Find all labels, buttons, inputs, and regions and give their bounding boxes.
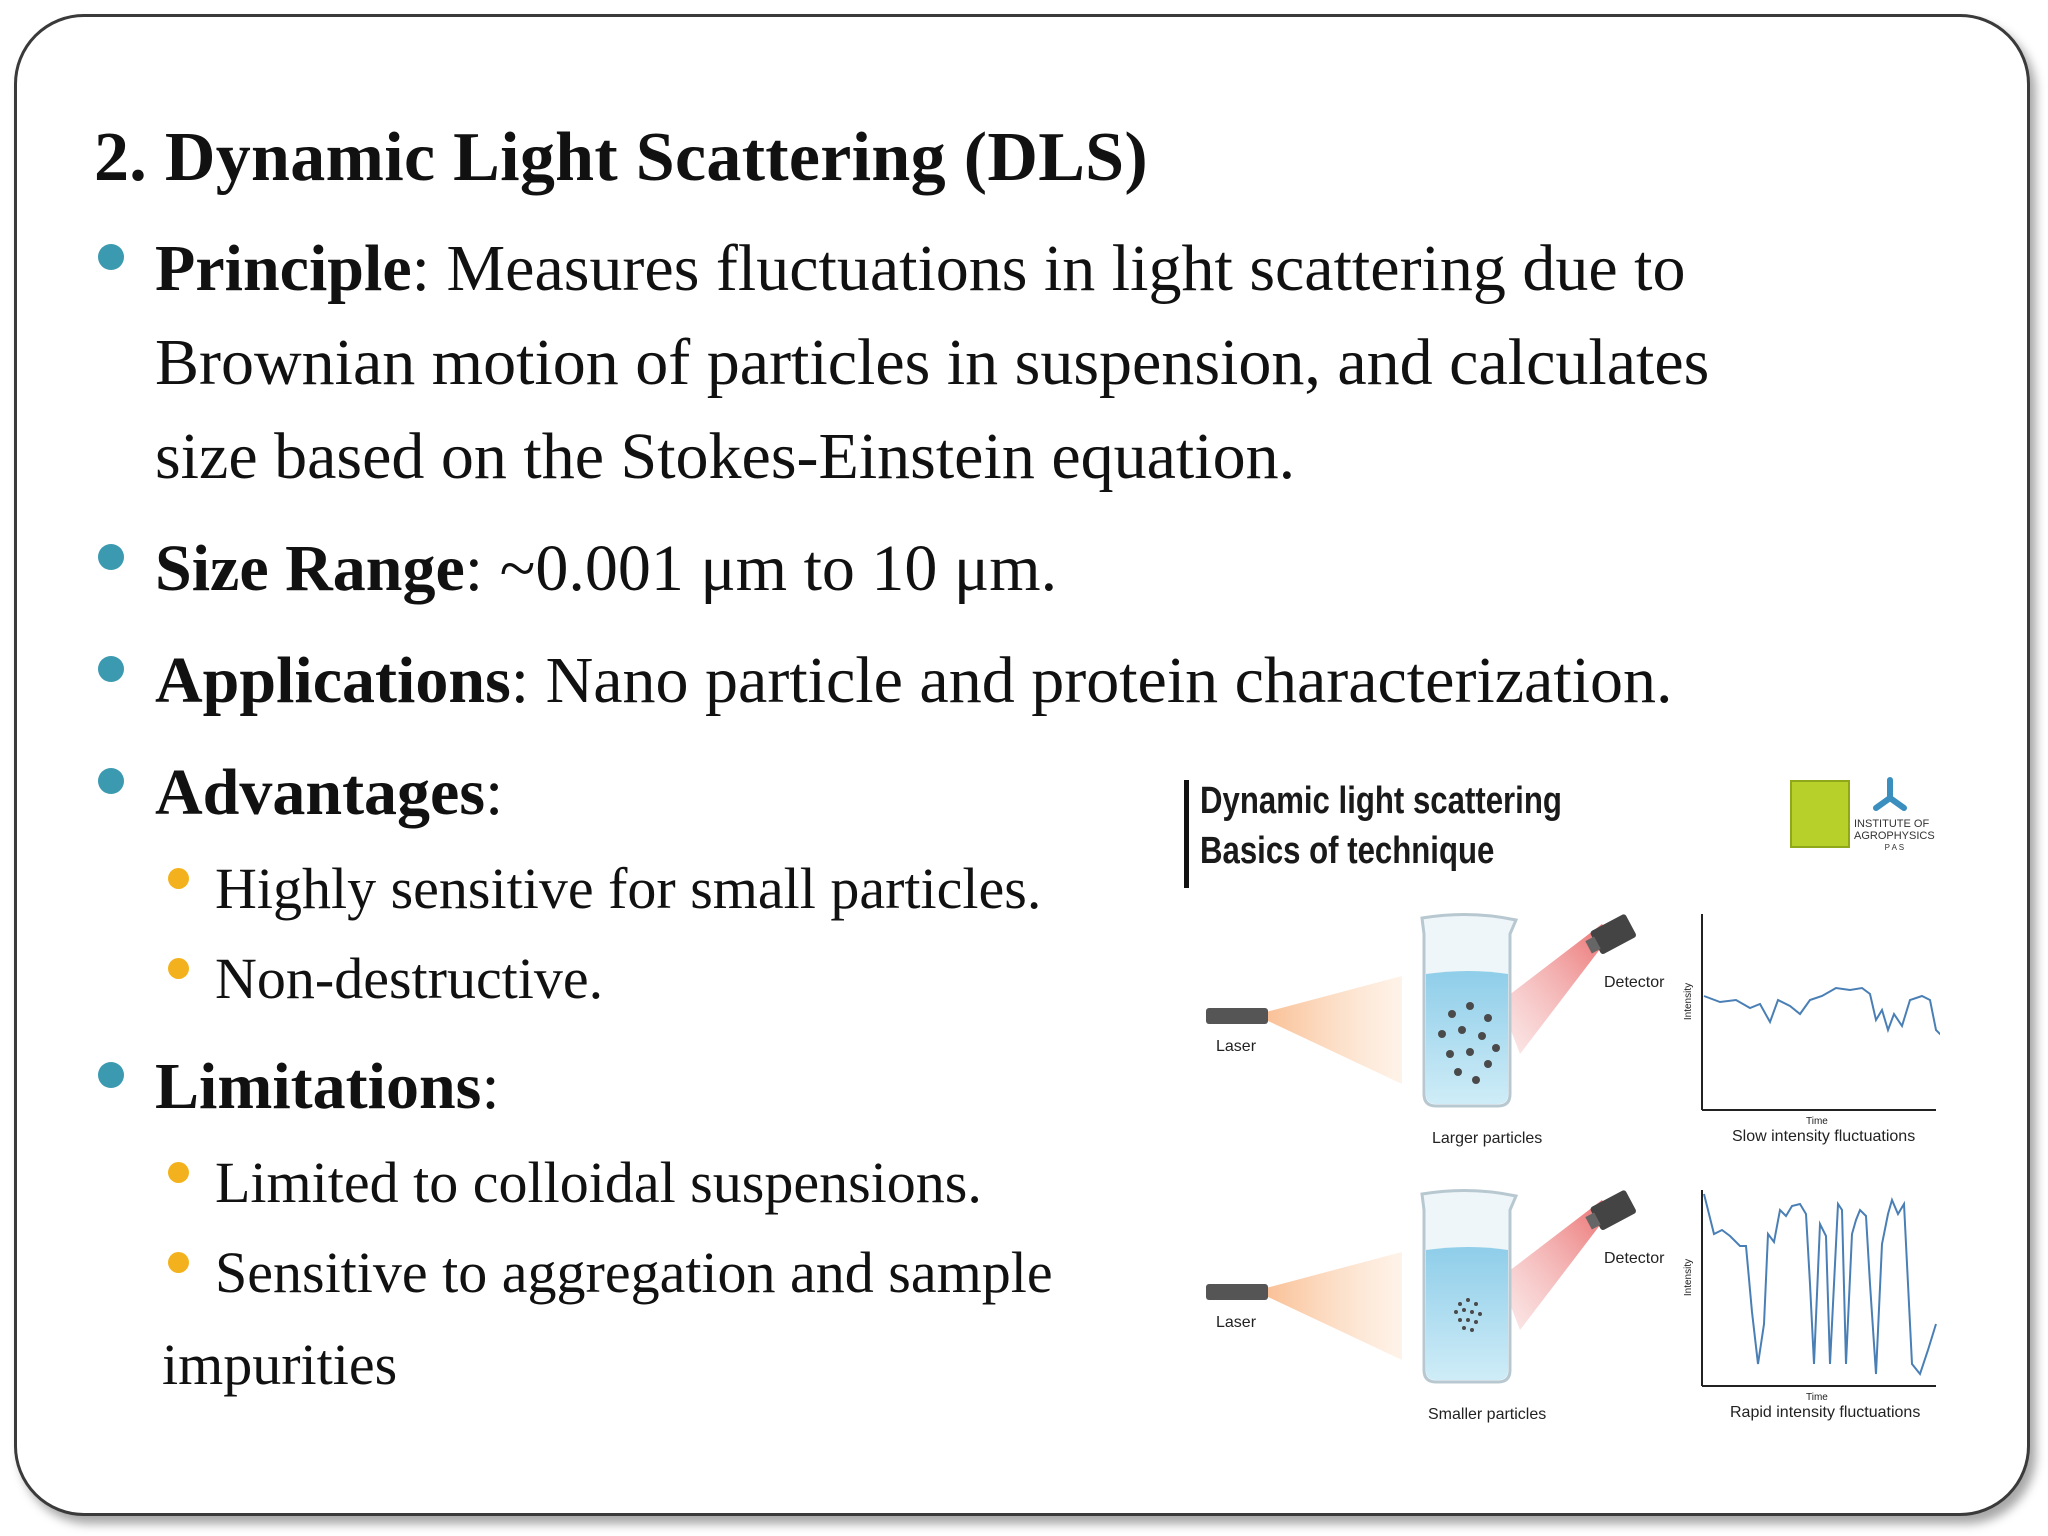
limitations-colon: : <box>481 1050 500 1123</box>
limitations-item <box>155 1040 500 1134</box>
slow-intensity-line <box>1704 988 1940 1036</box>
bullet-dot <box>98 1062 124 1088</box>
dls-diagram <box>1170 764 1940 1432</box>
principle-text-3: size based on the Stokes-Einstein equation. <box>155 420 1296 493</box>
limitations-label: Limitations <box>155 1050 482 1123</box>
size-range-text: : ~0.001 μm to 10 μm. <box>464 532 1058 605</box>
sub-bullet-dot <box>168 1162 189 1183</box>
applications-text: : Nano particle and protein characterization. <box>510 644 1673 717</box>
institute-name: INSTITUTE OF AGROPHYSICS P A S <box>1854 818 1935 852</box>
principle-text-1: : Measures fluctuations in light scattering due to <box>411 232 1686 305</box>
principle-paragraph <box>155 222 1709 504</box>
advantage-item-2: Non-destructive. <box>215 946 604 1011</box>
advantage-item-1: Highly sensitive for small particles. <box>215 856 1042 921</box>
slide-title: 2. Dynamic Light Scattering (DLS) <box>94 119 1149 196</box>
figure-title-line-2: Basics of technique <box>1200 830 1495 872</box>
sub-bullet-dot <box>168 868 189 889</box>
laser-icon <box>1206 1284 1268 1300</box>
sub-bullet-dot <box>168 958 189 979</box>
principle-line-1 <box>155 222 1709 316</box>
detector-label: Detector <box>1604 1250 1665 1267</box>
top-panel <box>1206 913 1940 1110</box>
graph-caption: Slow intensity fluctuations <box>1732 1128 1916 1145</box>
figure-title-line-1: Dynamic light scattering <box>1200 780 1562 822</box>
bullet-dot <box>98 544 124 570</box>
y-axis-label: Intensity <box>1683 1258 1695 1297</box>
size-range-label: Size Range <box>155 532 465 605</box>
detector-label: Detector <box>1604 974 1665 991</box>
principle-text-2: Brownian motion of particles in suspension, and calculates <box>155 326 1710 399</box>
dls-figure <box>1170 764 1940 1432</box>
beaker-caption: Smaller particles <box>1428 1406 1547 1423</box>
x-axis-label: Time <box>1806 1116 1828 1127</box>
principle-label: Principle <box>155 232 412 305</box>
laser-label: Laser <box>1216 1314 1257 1331</box>
y-axis-label: Intensity <box>1683 982 1695 1021</box>
rapid-intensity-line <box>1704 1194 1936 1374</box>
limitation-item-2-continuation: impurities <box>162 1332 398 1397</box>
water <box>1426 1247 1508 1380</box>
x-axis-label: Time <box>1806 1392 1828 1403</box>
limitation-item-1: Limited to colloidal suspensions. <box>215 1150 982 1215</box>
advantages-colon: : <box>485 756 504 829</box>
beaker-caption: Larger particles <box>1432 1130 1543 1147</box>
laser-icon <box>1206 1008 1268 1024</box>
water <box>1426 971 1508 1104</box>
laser-beam <box>1266 1252 1402 1360</box>
bottom-panel <box>1206 1189 1936 1386</box>
bullet-dot <box>98 656 124 682</box>
sub-bullet-dot <box>168 1252 189 1273</box>
laser-beam <box>1266 976 1402 1084</box>
size-range-item <box>155 522 1057 616</box>
advantages-item <box>155 746 503 840</box>
applications-item <box>155 634 1673 728</box>
laser-label: Laser <box>1216 1038 1257 1055</box>
graph-caption: Rapid intensity fluctuations <box>1730 1404 1921 1421</box>
bullet-dot <box>98 768 124 794</box>
limitation-item-2: Sensitive to aggregation and sample <box>215 1240 1053 1305</box>
applications-label: Applications <box>155 644 511 717</box>
bullet-dot <box>98 244 124 270</box>
advantages-label: Advantages <box>155 756 486 829</box>
